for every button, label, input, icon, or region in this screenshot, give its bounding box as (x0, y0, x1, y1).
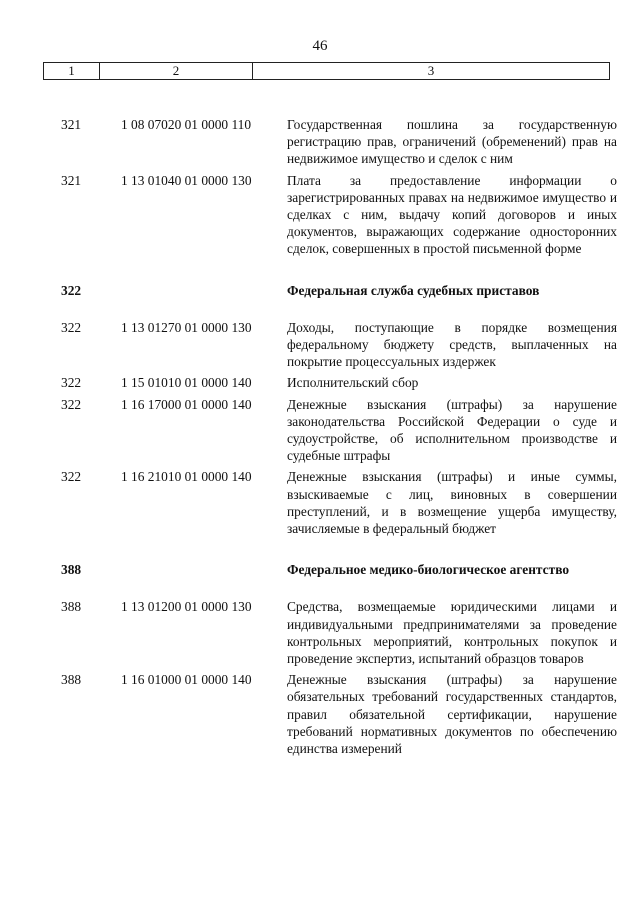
income-code: 1 13 01040 01 0000 130 (121, 172, 252, 188)
income-code: 1 16 17000 01 0000 140 (121, 396, 252, 412)
admin-code: 388 (61, 672, 82, 688)
table-row (0, 468, 640, 537)
admin-code: 321 (61, 117, 82, 132)
income-description: Доходы, поступающие в порядке возмещения федеральному бюджету средств, выплаченных на покрытие процессуальных издержек (287, 319, 617, 370)
table-row (0, 598, 640, 667)
income-description: Денежные взыскания (штрафы) за нарушение обязательных требований государственных стандартов, правил обязательной сертификации, нарушение требований нормативных документов по обеспечению единства измерений (287, 672, 617, 757)
section-admin-code: 388 (61, 562, 82, 578)
table-row (0, 374, 640, 391)
section-heading: Федеральная служба судебных приставов (287, 282, 540, 298)
admin-code: 322 (61, 319, 82, 335)
income-code: 1 08 07020 01 0000 110 (121, 117, 252, 132)
column-header-row (43, 62, 610, 80)
table-row (0, 172, 640, 258)
section-322 (0, 282, 640, 538)
column-header-3: 3 (427, 63, 435, 78)
table-row (0, 116, 640, 168)
admin-code: 388 (61, 599, 82, 615)
section-admin-code: 322 (61, 282, 82, 298)
income-code: 1 15 01010 01 0000 140 (121, 375, 252, 391)
admin-code: 322 (61, 375, 82, 391)
income-code: 1 16 21010 01 0000 140 (121, 469, 252, 485)
admin-code: 322 (61, 469, 82, 485)
table-row (0, 319, 640, 371)
column-header-2: 2 (100, 63, 253, 79)
table-row (0, 396, 640, 465)
section-heading-row (0, 561, 640, 578)
income-description: Исполнительский сбор (287, 375, 419, 391)
document-table-body (0, 116, 640, 761)
income-code: 1 16 01000 01 0000 140 (121, 672, 252, 688)
income-code: 1 13 01200 01 0000 130 (121, 599, 252, 615)
page-number: 46 (312, 38, 328, 54)
income-description: Государственная пошлина за государственную регистрацию прав, ограничений (обременений) прав на недвижимое имущество и сделок с ним (287, 117, 617, 167)
income-code: 1 13 01270 01 0000 130 (121, 319, 252, 335)
section-321 (0, 116, 640, 258)
admin-code: 322 (61, 396, 82, 412)
table-row (0, 671, 640, 757)
section-388 (0, 561, 640, 757)
column-header-1: 1 (44, 63, 100, 79)
income-description: Средства, возмещаемые юридическими лицами и индивидуальными предпринимателями за проведение контрольных мероприятий, контрольных покупок и проведение экспертиз, испытаний образцов товаров (287, 599, 617, 667)
income-description: Денежные взыскания (штрафы) и иные суммы, взыскиваемые с лиц, виновных в совершении преступлений, и в возмещение ущерба имуществу, зачисляемые в федеральный бюджет (287, 469, 617, 537)
section-heading: Федеральное медико-биологическое агентство (287, 562, 570, 578)
admin-code: 321 (61, 172, 82, 188)
section-heading-row (0, 282, 640, 299)
income-description: Денежные взыскания (штрафы) за нарушение законодательства Российской Федерации о суде и судоустройстве, об исполнительном производстве и судебные штрафы (287, 396, 617, 464)
income-description: Плата за предоставление информации о зарегистрированных правах на недвижимое имущество и сделках с ним, выдачу копий договоров и иных документов, выражающих содержание односторонних сделок, совершенных в простой письменной форме (287, 172, 617, 257)
